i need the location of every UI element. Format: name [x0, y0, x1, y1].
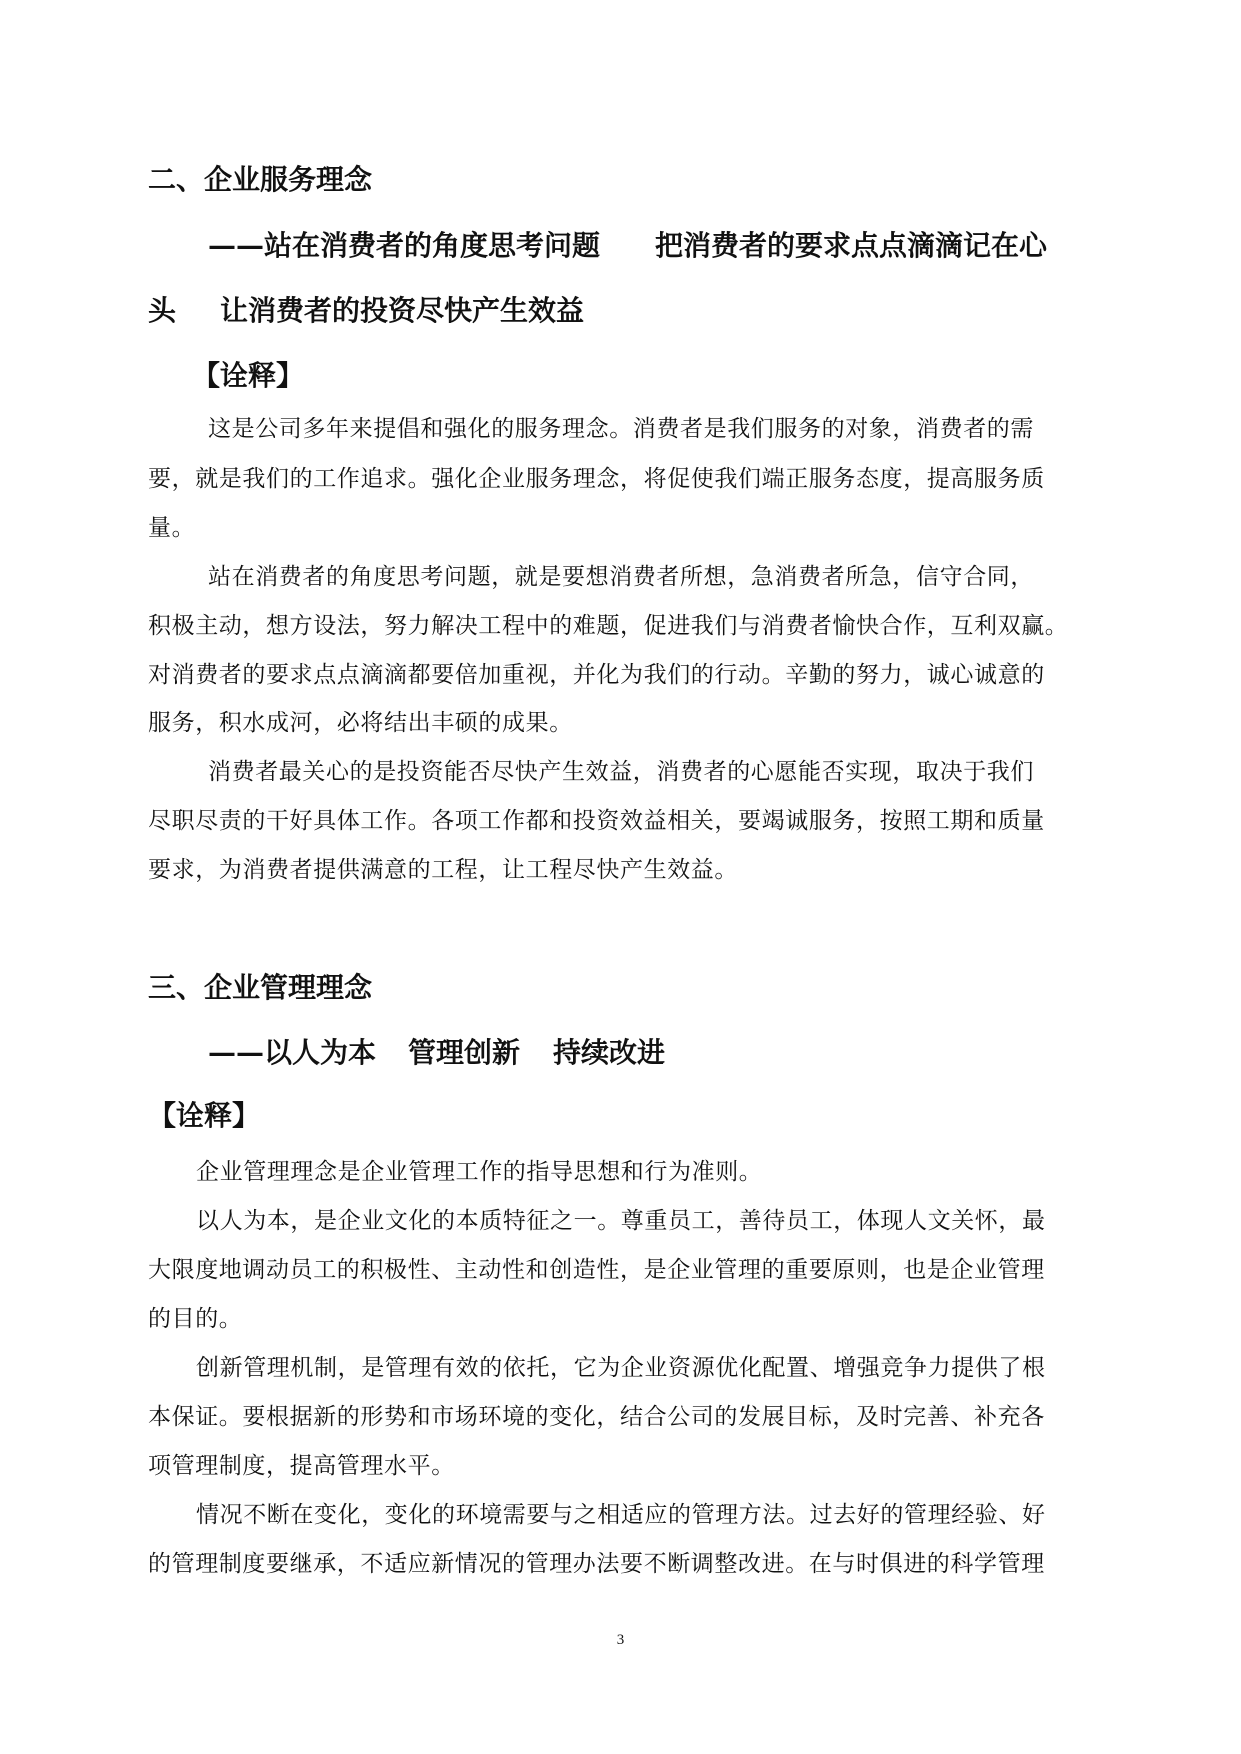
section-2-paragraph-line: 量。	[148, 515, 196, 541]
section-3-paragraph-line: 项管理制度，提高管理水平。	[148, 1453, 455, 1479]
section-3-paragraph-line: 企业管理理念是企业管理工作的指导思想和行为准则。	[196, 1159, 763, 1185]
section-2-paragraph-line: 对消费者的要求点点滴滴都要倍加重视，并化为我们的行动。辛勤的努力，诚心诚意的	[148, 662, 1045, 688]
section-2-paragraph-line: 要，就是我们的工作追求。强化企业服务理念，将促使我们端正服务态度，提高服务质	[148, 466, 1045, 492]
section-2-interpretation-label: 【诠释】	[192, 359, 305, 392]
section-2-slogan-line1-part2: 把消费者的要求点点滴滴记在心	[655, 229, 1048, 262]
section-2-paragraph-line: 站在消费者的角度思考问题，就是要想消费者所想，急消费者所急，信守合同，	[208, 564, 1034, 590]
section-3-slogan-part1: ——以人为本	[208, 1036, 377, 1069]
section-3-paragraph-line: 情况不断在变化，变化的环境需要与之相适应的管理方法。过去好的管理经验、好	[196, 1502, 1046, 1528]
section-2-slogan-line2-part2: 让消费者的投资尽快产生效益	[220, 294, 585, 327]
section-2-paragraph-line: 消费者最关心的是投资能否尽快产生效益，消费者的心愿能否实现，取决于我们	[208, 759, 1034, 785]
section-3-interpretation-label: 【诠释】	[148, 1099, 261, 1132]
section-3-heading: 三、企业管理理念	[148, 971, 373, 1004]
section-3-slogan-part2: 管理创新	[408, 1036, 521, 1069]
section-2-heading: 二、企业服务理念	[148, 163, 373, 196]
section-3-paragraph-line: 以人为本，是企业文化的本质特征之一。尊重员工，善待员工，体现人文关怀，最	[196, 1208, 1046, 1234]
section-3-slogan-part3: 持续改进	[553, 1036, 666, 1069]
section-2-slogan-line1-part1: ——站在消费者的角度思考问题	[208, 229, 601, 262]
section-3-paragraph-line: 创新管理机制，是管理有效的依托，它为企业资源优化配置、增强竞争力提供了根	[196, 1355, 1046, 1381]
section-3-paragraph-line: 本保证。要根据新的形势和市场环境的变化，结合公司的发展目标，及时完善、补充各	[148, 1404, 1045, 1430]
section-2-paragraph-line: 要求，为消费者提供满意的工程，让工程尽快产生效益。	[148, 857, 738, 883]
section-2-paragraph-line: 尽职尽责的干好具体工作。各项工作都和投资效益相关，要竭诚服务，按照工期和质量	[148, 808, 1045, 834]
section-3-paragraph-line: 的管理制度要继承，不适应新情况的管理办法要不断调整改进。在与时俱进的科学管理	[148, 1551, 1045, 1577]
section-2-paragraph-line: 服务，积水成河，必将结出丰硕的成果。	[148, 710, 573, 736]
section-3-paragraph-line: 大限度地调动员工的积极性、主动性和创造性，是企业管理的重要原则，也是企业管理	[148, 1257, 1045, 1283]
page-number: 3	[616, 1632, 625, 1648]
section-2-paragraph-line: 积极主动，想方设法，努力解决工程中的难题，促进我们与消费者愉快合作，互利双赢。	[148, 613, 1069, 639]
section-2-paragraph-line: 这是公司多年来提倡和强化的服务理念。消费者是我们服务的对象，消费者的需	[208, 416, 1034, 442]
section-2-slogan-line2-part1: 头	[148, 294, 177, 327]
section-3-paragraph-line: 的目的。	[148, 1306, 243, 1332]
